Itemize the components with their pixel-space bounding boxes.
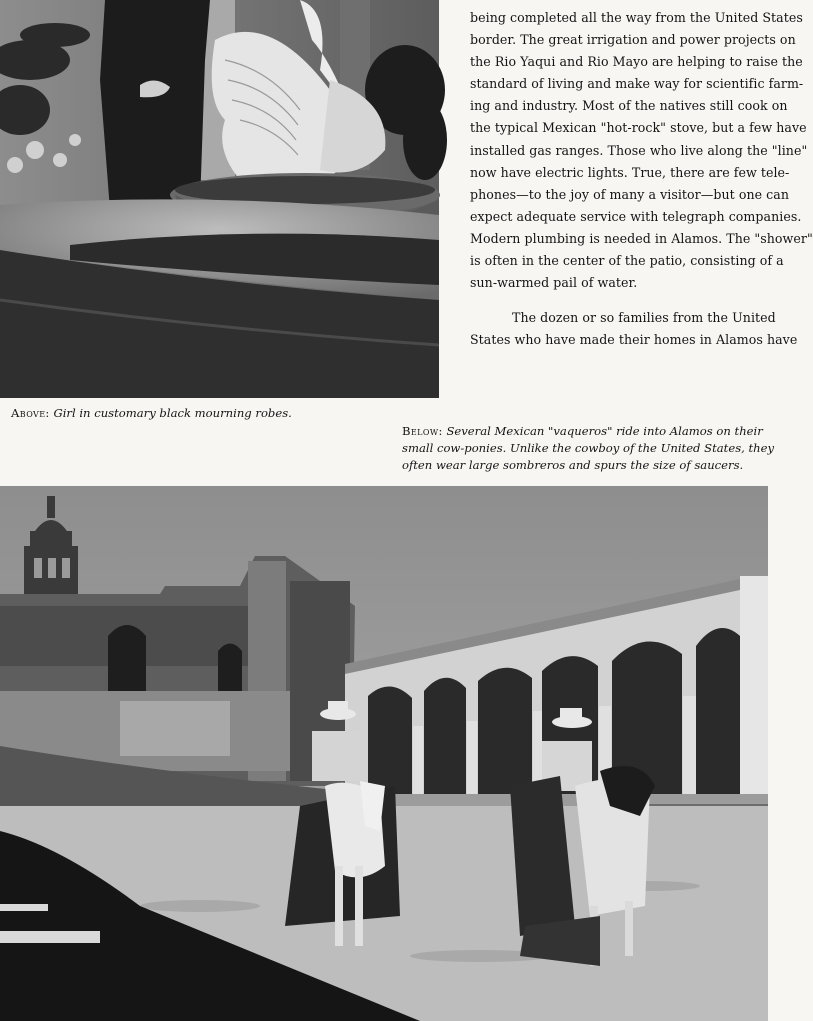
body-text-column — [470, 7, 813, 351]
text-line: The dozen or so families from the United — [512, 310, 776, 326]
text-line: being completed all the way from the United States — [470, 10, 803, 25]
text-line: ing and industry. Most of the natives still cook on — [470, 98, 788, 114]
caption-above-text: Girl in customary black mourning robes. — [53, 406, 292, 420]
text-line: standard of living and make way for scientific farm- — [470, 76, 804, 92]
text-line: is often in the center of the patio, consisting of a — [470, 253, 784, 269]
text-line: now have electric lights. True, there are few tele- — [470, 164, 790, 180]
text-line: installed gas ranges. Those who live along the "line" — [470, 142, 808, 158]
text-line: sun-warmed pail of water. — [470, 275, 638, 291]
caption-below-lead: Below: — [402, 424, 443, 438]
text-line: expect adequate service with telegraph companies. — [470, 208, 802, 224]
photo-fountain-girl — [0, 0, 439, 398]
caption-above-lead: Above: — [11, 406, 50, 420]
text-line: States who have made their homes in Alamos have — [470, 332, 798, 348]
text-line: Modern plumbing is needed in Alamos. The "shower" — [470, 230, 813, 246]
text-line: border. The great irrigation and power projects on — [470, 32, 796, 48]
text-line: phones—to the joy of many a visitor—but one can — [470, 186, 789, 202]
vaqueros-photo-graphic — [0, 486, 768, 1021]
caption-below-line: often wear large sombreros and spurs the size of saucers. — [402, 458, 744, 472]
caption-below — [402, 423, 774, 474]
caption-below-line: small cow-ponies. Unlike the cowboy of the United States, they — [402, 441, 775, 455]
paragraph-gap — [470, 294, 780, 307]
text-line: the typical Mexican "hot-rock" stove, but a few have — [470, 120, 807, 136]
text-line: the Rio Yaqui and Rio Mayo are helping to raise the — [470, 54, 803, 70]
fountain-photo-graphic — [0, 0, 439, 398]
caption-below-line: Several Mexican "vaqueros" ride into Alamos on their — [446, 424, 763, 438]
caption-above — [11, 405, 292, 422]
photo-vaqueros-street — [0, 486, 768, 1021]
